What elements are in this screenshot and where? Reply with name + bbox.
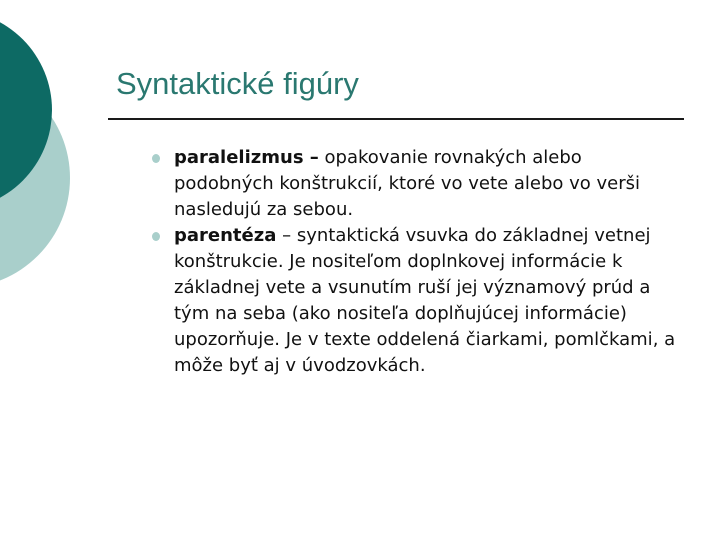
title-divider [108,118,684,120]
bullet-term: paralelizmus – [174,147,319,168]
bullet-dot-icon [152,232,160,241]
bullet-text: – syntaktická vsuvka do základnej vetnej konštrukcie. Je nositeľom doplnkovej informácie k základnej vete a vsunutím ruší jej významový prúd a tým na seba (ako nositeľa doplňujúcej informácie) upozorňuje. Je v texte oddelená čiarkami, pomlčkami, a môže byť aj v úvodzovkách. [174,225,676,376]
bullet-text: opakovanie rovnakých alebo podobných konštrukcií, ktoré vo vete alebo vo verši nasledujú za sebou. [174,147,641,220]
bullet-item-parenteza [148,223,683,379]
bullet-term: parentéza [174,225,277,246]
decorative-circles [0,0,120,300]
bullet-list [148,145,683,379]
bullet-item-paralelizmus [148,145,683,223]
bullet-dot-icon [152,154,160,163]
slide-title: Syntaktické figúry [116,66,359,101]
